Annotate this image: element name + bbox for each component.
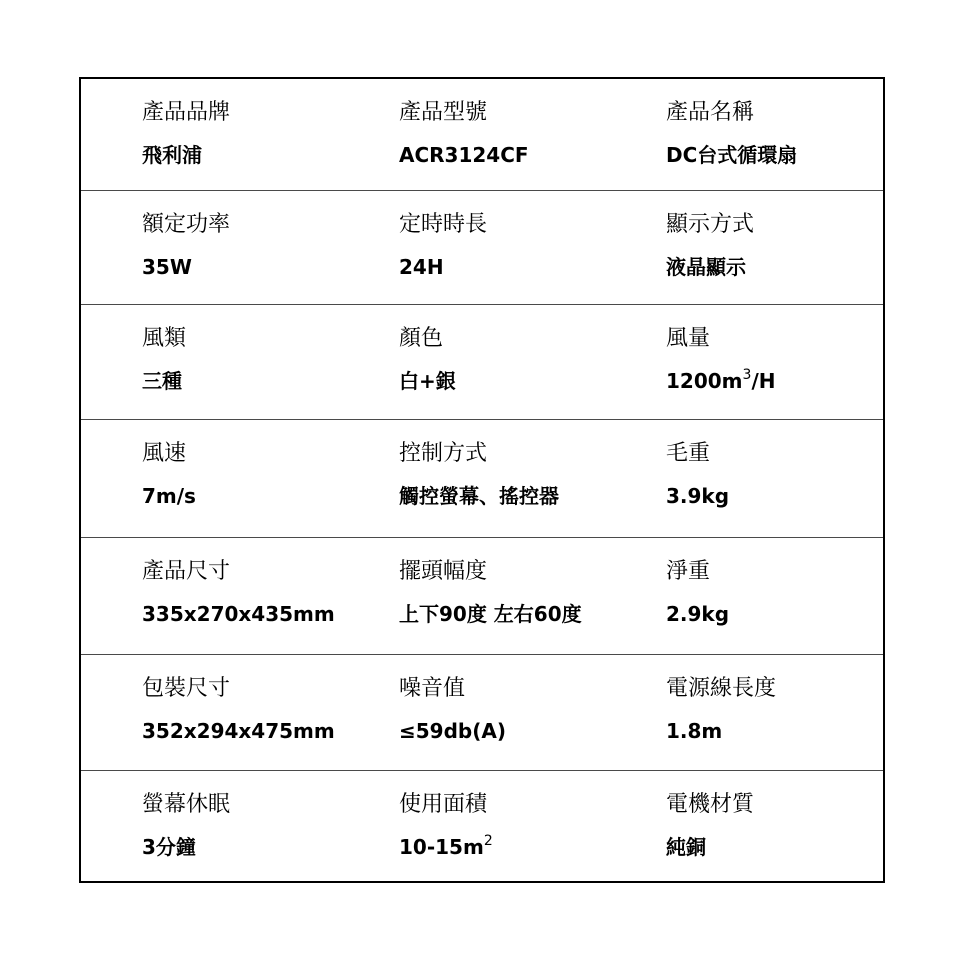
spec-label: 額定功率 (142, 212, 231, 237)
spec-row (81, 305, 883, 419)
spec-row (81, 420, 883, 537)
spec-row (81, 79, 883, 190)
spec-value: 純銅 (666, 835, 706, 859)
spec-label: 淨重 (666, 559, 711, 584)
spec-label: 擺頭幅度 (399, 559, 488, 584)
spec-label: 產品品牌 (142, 100, 231, 125)
spec-value-suffix: /H (751, 369, 776, 393)
spec-value: 三種 (142, 369, 182, 393)
spec-value: 35W (142, 255, 192, 279)
spec-label: 產品名稱 (666, 100, 755, 125)
spec-label: 螢幕休眠 (142, 792, 231, 817)
spec-label: 毛重 (666, 441, 711, 466)
spec-value: DC台式循環扇 (666, 143, 798, 167)
spec-label: 顯示方式 (666, 212, 755, 237)
spec-value: 335x270x435mm (142, 602, 335, 626)
spec-value: 3分鐘 (142, 835, 196, 859)
spec-value: ACR3124CF (399, 143, 529, 167)
spec-value: 3.9kg (666, 484, 730, 508)
spec-label: 電源線長度 (666, 676, 777, 701)
spec-value: 1.8m (666, 719, 723, 743)
spec-value: 液晶顯示 (666, 255, 746, 279)
spec-value: 352x294x475mm (142, 719, 335, 743)
spec-row (81, 655, 883, 770)
spec-label: 定時時長 (399, 212, 488, 237)
spec-label: 電機材質 (666, 792, 755, 817)
spec-label: 控制方式 (399, 441, 488, 466)
spec-table (79, 77, 885, 883)
spec-value: 觸控螢幕、搖控器 (399, 484, 559, 508)
spec-label: 顏色 (399, 326, 444, 351)
spec-label: 風類 (142, 326, 187, 351)
spec-label: 產品尺寸 (142, 559, 231, 584)
spec-value: 飛利浦 (142, 143, 202, 167)
spec-value (399, 833, 493, 861)
spec-row (81, 538, 883, 654)
spec-label: 產品型號 (399, 100, 488, 125)
spec-value: 白+銀 (399, 369, 456, 393)
spec-label: 包裝尺寸 (142, 676, 231, 701)
spec-label: 使用面積 (399, 792, 488, 817)
spec-value-superscript: 3 (742, 367, 752, 383)
spec-row (81, 771, 883, 881)
spec-label: 風速 (142, 441, 187, 466)
spec-value: 7m/s (142, 484, 196, 508)
spec-value-main: 10-15m (399, 835, 484, 859)
spec-value: ≤59db(A) (399, 719, 506, 743)
spec-label: 風量 (666, 326, 711, 351)
spec-value: 2.9kg (666, 602, 730, 626)
spec-value (666, 367, 775, 395)
spec-value-superscript: 2 (483, 833, 493, 849)
spec-value: 上下90度 左右60度 (399, 602, 582, 626)
spec-row (81, 191, 883, 304)
spec-value: 24H (399, 255, 444, 279)
spec-value-main: 1200m (666, 369, 743, 393)
spec-label: 噪音值 (399, 676, 466, 701)
